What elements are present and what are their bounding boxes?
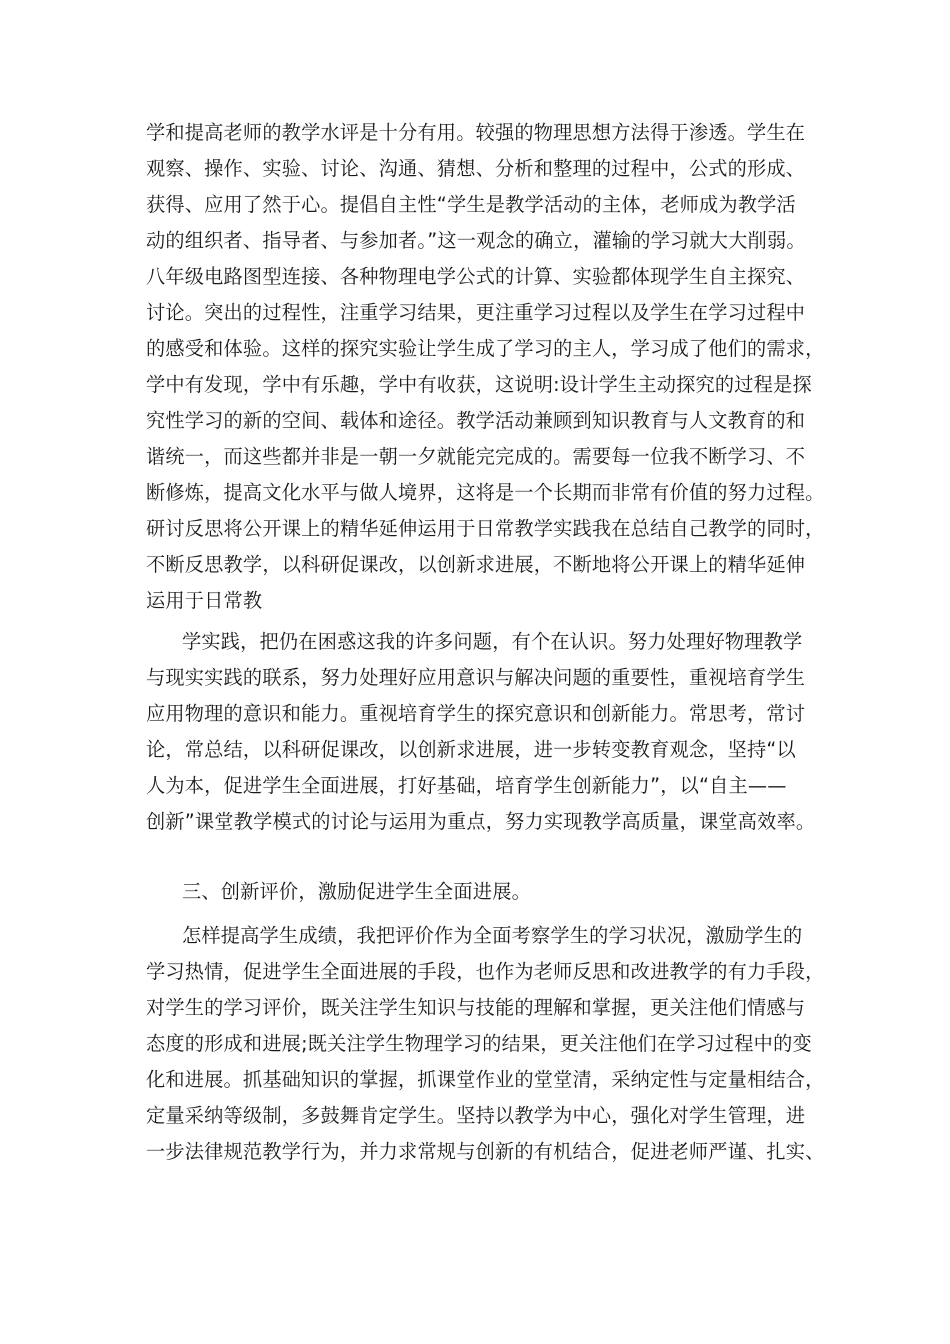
text-line: 不断反思教学，以科研促课改，以创新求进展，不断地将公开课上的精华延伸 (146, 553, 806, 576)
text-line: 一步法律规范教学行为，并力求常规与创新的有机结合，促进老师严谨、扎实、 (146, 1140, 825, 1163)
text-line: 观察、操作、实验、讨论、沟通、猜想、分析和整理的过程中，公式的形成、 (146, 157, 806, 180)
text-line: 究性学习的新的空间、载体和途径。教学活动兼顾到知识教育与人文教育的和 (146, 409, 806, 432)
text-line: 动的组织者、指导者、与参加者。”这一观念的确立，灌输的学习就大大削弱。 (146, 229, 806, 252)
section-heading: 三、创新评价，激励促进学生全面进展。 (182, 880, 531, 903)
text-line: 应用物理的意识和能力。重视培育学生的探究意识和创新能力。常思考，常讨 (146, 702, 806, 725)
text-line: 获得、应用了然于心。提倡自主性“学生是教学活动的主体，老师成为教学活 (146, 193, 796, 216)
text-line: 的感受和体验。这样的探究实验让学生成了学习的主人，学习成了他们的需求， (146, 337, 825, 360)
text-line: 学习热情，促进学生全面进展的手段，也作为老师反思和改进教学的有力手段， (146, 960, 825, 983)
text-line: 学和提高老师的教学水评是十分有用。较强的物理思想方法得于渗透。学生在 (146, 121, 806, 144)
text-line: 学中有发现，学中有乐趣，学中有收获，这说明:设计学生主动探究的过程是探 (146, 373, 812, 396)
text-line: 定量采纳等级制，多鼓舞肯定学生。坚持以教学为中心，强化对学生管理，进 (146, 1104, 806, 1127)
text-line: 态度的形成和进展;既关注学生物理学习的结果，更关注他们在学习过程中的变 (146, 1032, 812, 1055)
text-line: 研讨反思将公开课上的精华延伸运用于日常教学实践我在总结自己教学的同时， (146, 517, 825, 540)
text-line: 八年级电路图型连接、各种物理电学公式的计算、实验都体现学生自主探究、 (146, 265, 806, 288)
text-line: 讨论。突出的过程性，注重学习结果，更注重学习过程以及学生在学习过程中 (146, 301, 806, 324)
text-line: 学实践，把仍在困惑这我的许多问题，有个在认识。努力处理好物理教学 (182, 630, 803, 653)
text-line: 化和进展。抓基础知识的掌握，抓课堂作业的堂堂清，采纳定性与定量相结合， (146, 1068, 825, 1091)
text-line: 运用于日常教 (146, 589, 263, 612)
text-line: 谐统一，而这些都并非是一朝一夕就能完完成的。需要每一位我不断学习、不 (146, 445, 806, 468)
text-line: 人为本，促进学生全面进展，打好基础，培育学生创新能力”，以“自主—— (146, 774, 787, 797)
text-line: 断修炼，提高文化水平与做人境界，这将是一个长期而非常有价值的努力过程。 (146, 481, 825, 504)
text-line: 怎样提高学生成绩，我把评价作为全面考察学生的学习状况，激励学生的 (182, 924, 803, 947)
text-line: 对学生的学习评价，既关注学生知识与技能的理解和掌握，更关注他们情感与 (146, 996, 806, 1019)
text-line: 与现实实践的联系，努力处理好应用意识与解决问题的重要性，重视培育学生 (146, 666, 806, 689)
text-line: 创新”课堂教学模式的讨论与运用为重点，努力实现教学高质量，课堂高效率。 (146, 810, 816, 833)
text-line: 论，常总结，以科研促课改，以创新求进展，进一步转变教育观念，坚持“以 (146, 738, 796, 761)
